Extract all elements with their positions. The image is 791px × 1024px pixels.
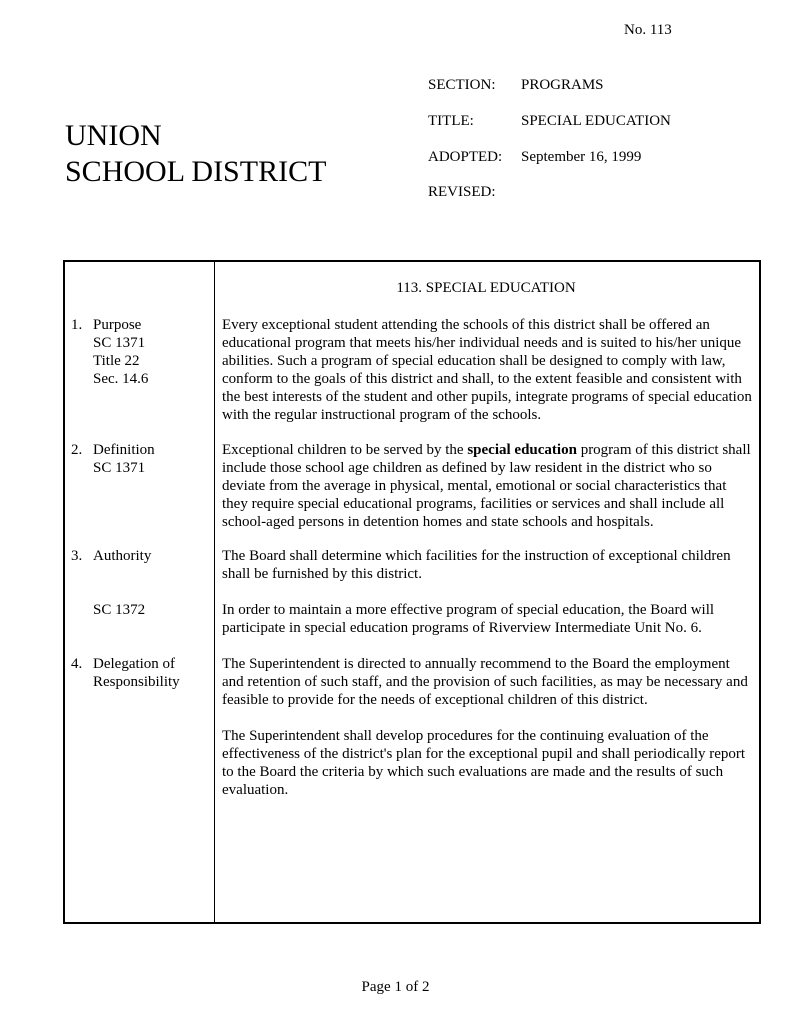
adopted-label: ADOPTED: <box>428 149 503 165</box>
title-value: SPECIAL EDUCATION <box>521 113 671 129</box>
delegation-label-line1: Delegation of <box>93 656 176 672</box>
definition-label: Definition <box>93 442 155 458</box>
policy-number: No. 113 <box>624 22 672 38</box>
margin-divider <box>214 262 215 922</box>
definition-margin <box>93 441 155 477</box>
policy-heading: 113. SPECIAL EDUCATION <box>396 280 576 296</box>
purpose-margin <box>93 316 148 388</box>
section-label: SECTION: <box>428 77 496 93</box>
district-name-line1: UNION <box>65 119 162 152</box>
adopted-value: September 16, 1999 <box>521 149 642 165</box>
authority-label: Authority <box>93 548 152 564</box>
definition-number: 2. <box>71 442 83 458</box>
definition-text <box>222 441 752 531</box>
purpose-label: Purpose <box>93 317 142 333</box>
definition-text-after: program of this district shall include those school age children as defined by law resident in the district who so deviate from the average in physical, mental, emotional or social characteristics that they require special educational programs, facilities or services and shall include all school-aged persons in detention homes and state schools and hospitals. <box>222 442 751 530</box>
authority-text: The Board shall determine which facilities for the instruction of exceptional children shall be furnished by this district. <box>222 548 731 582</box>
district-name-line2: SCHOOL DISTRICT <box>65 155 327 188</box>
section-value: PROGRAMS <box>521 77 604 93</box>
authority-number: 3. <box>71 548 83 564</box>
delegation-margin <box>93 655 180 691</box>
district-name <box>65 118 326 190</box>
definition-text-bold: special education <box>467 442 577 458</box>
delegation-text: The Superintendent is directed to annually recommend to the Board the employment and retention of such staff, and the provision of such facilities, as may be necessary and feasible to provide for the needs of exceptional children of this district. <box>222 656 748 708</box>
delegation-number: 4. <box>71 656 83 672</box>
purpose-text: Every exceptional student attending the schools of this district shall be offered an educational program that meets his/her individual needs and is suited to his/her unique abilities. Such a program of special education shall be designed to comply with law, conform to the goals of this district and shall, to the extent feasible and consistent with the best interests of the student and other pupils, integrate programs of special education with the regular instructional program of the schools. <box>222 317 752 423</box>
revised-label: REVISED: <box>428 184 496 200</box>
authority-ref-sc1372: SC 1372 <box>93 602 146 618</box>
definition-text-before: Exceptional children to be served by the <box>222 442 468 458</box>
purpose-ref-sec146: Sec. 14.6 <box>93 371 149 387</box>
purpose-ref-sc1371: SC 1371 <box>93 335 146 351</box>
authority-text-2: In order to maintain a more effective program of special education, the Board will participate in special education programs of Riverview Intermediate Unit No. 6. <box>222 602 715 636</box>
delegation-text-2: The Superintendent shall develop procedures for the continuing evaluation of the effectiveness of the district's plan for the exceptional pupil and shall periodically report to the Board the criteria by which such evaluations are made and the results of such evaluation. <box>222 728 746 798</box>
purpose-number: 1. <box>71 317 83 333</box>
delegation-label-line2: Responsibility <box>93 674 180 690</box>
purpose-ref-title22: Title 22 <box>93 353 140 369</box>
page-number: Page 1 of 2 <box>361 979 430 995</box>
title-label: TITLE: <box>428 113 474 129</box>
definition-ref-sc1371: SC 1371 <box>93 460 146 476</box>
